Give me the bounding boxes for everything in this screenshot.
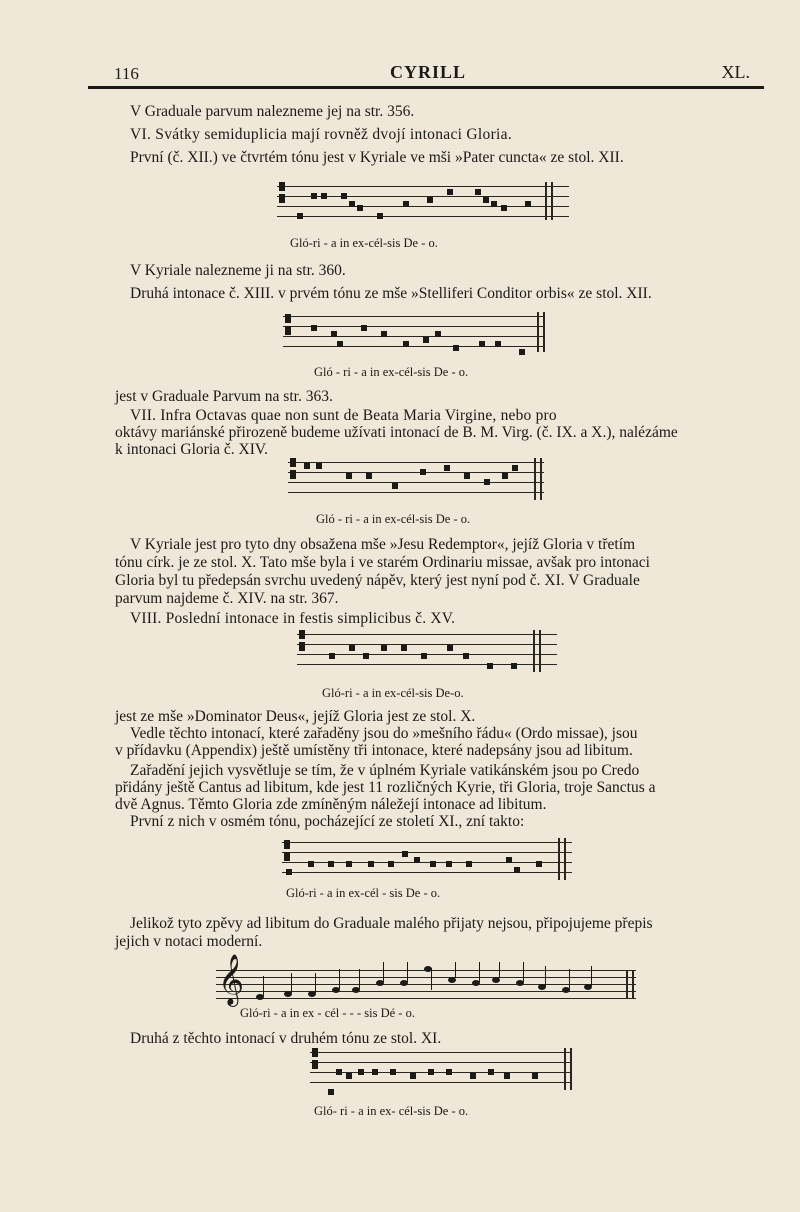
paragraph-line: Gloria byl tu předepsán svrchu uvedený nápěv, který jest nyní pod č. XI. V Graduale [115, 572, 640, 589]
staff-lyrics: Gló - ri - a in ex-cél-sis De - o. [314, 365, 469, 379]
paragraph-line: Jelikož tyto zpěvy ad libitum do Graduale malého přijaty nejsou, připojujeme přepis [130, 915, 653, 932]
treble-clef-icon: 𝄞 [218, 954, 245, 1005]
chant-staff [297, 630, 557, 674]
paragraph-line: VIII. Poslední intonace in festis simplicibus č. XV. [130, 610, 456, 627]
paragraph-line: tónu círk. je ze stol. X. Tato mše byla i ve starém Ordinariu missae, avšak pro intonaci [115, 554, 650, 571]
staff-lyrics: Gló-ri - a in ex-cél-sis De-o. [322, 686, 464, 700]
paragraph-line: jest ze mše »Dominator Deus«, jejíž Gloria jest ze stol. X. [115, 708, 476, 725]
staff-lyrics: Gló - ri - a in ex-cél-sis De - o. [316, 512, 471, 526]
paragraph-line: přidány ještě Cantus ad libitum, kde jest 11 rozličných Kyrie, tři Gloria, troje Sanctus a [115, 779, 656, 796]
paragraph-line: První z nich v osmém tónu, pocházející ze století XI., zní takto: [130, 813, 525, 830]
paragraph-line: Druhá intonace č. XIII. v prvém tónu ze mše »Stelliferi Conditor orbis« ze stol. XII. [130, 285, 652, 302]
chant-staff [310, 1048, 572, 1092]
page-number: 116 [114, 64, 139, 83]
staff-lyrics: Gló-ri - a in ex-cél-sis De - o. [290, 236, 438, 250]
paragraph-line: VI. Svátky semiduplicia mají rovněž dvojí intonaci Gloria. [130, 126, 512, 143]
chant-staff [277, 182, 569, 222]
chant-staff [282, 838, 572, 882]
paragraph-line: V Kyriale jest pro tyto dny obsažena mše »Jesu Redemptor«, jejíž Gloria v třetím [130, 536, 636, 553]
paragraph-line: jest v Graduale Parvum na str. 363. [115, 388, 333, 405]
paragraph-line: dvě Agnus. Těmto Gloria zde zmíněným náležejí intonace ad libitum. [115, 796, 547, 813]
modern-staff [216, 954, 636, 1005]
paragraph-line: v přídavku (Appendix) ještě umístěny tři intonace, které nadepsány jsou ad libitum. [115, 742, 633, 759]
paragraph-line: Zařadění jejich vysvětluje se tím, že v úplném Kyriale vatikánském jsou po Credo [130, 762, 640, 779]
paragraph-line: Druhá z těchto intonací v druhém tónu ze stol. XI. [130, 1030, 442, 1047]
paragraph-line: První (č. XII.) ve čtvrtém tónu jest v Kyriale ve mši »Pater cuncta« ze stol. XII. [130, 149, 624, 166]
paragraph-line: oktávy mariánské přirozeně budeme užívati intonací de B. M. Virg. (č. IX. a X.), nalézáme [115, 424, 678, 441]
page-header [88, 62, 752, 86]
header-rule [88, 86, 764, 89]
chant-staff [283, 312, 545, 356]
chapter-label: XL. [721, 62, 750, 82]
running-title: CYRILL [390, 62, 467, 82]
paragraph-line: k intonaci Gloria č. XIV. [115, 441, 268, 458]
paragraph-line: V Graduale parvum nalezneme jej na str. 356. [130, 103, 415, 120]
paragraph-line: jejich v notaci moderní. [115, 933, 263, 950]
paragraph-line: VII. Infra Octavas quae non sunt de Beata Maria Virgine, nebo pro [130, 407, 557, 424]
staff-lyrics: Gló-ri - a in ex-cél - sis De - o. [286, 886, 441, 900]
paragraph-line: Vedle těchto intonací, které zařaděny jsou do »mešního řádu« (Ordo missae), jsou [130, 725, 638, 742]
paragraph-line: V Kyriale nalezneme ji na str. 360. [130, 262, 346, 279]
staff-lyrics: Gló- ri - a in ex- cél-sis De - o. [314, 1104, 469, 1118]
paragraph-line: parvum najdeme č. XIV. na str. 367. [115, 590, 339, 607]
chant-staff [288, 458, 544, 502]
staff-lyrics: Gló-ri - a in ex - cél - - - sis Dé - o. [240, 1006, 415, 1020]
